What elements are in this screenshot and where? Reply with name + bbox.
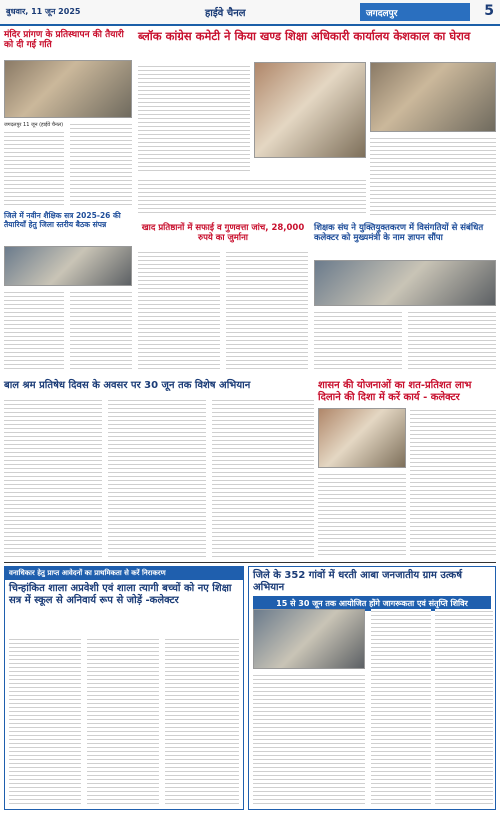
- article-janjatiya: [248, 566, 496, 810]
- headline-temple: मंदिर प्रांगण के प्रतिस्थापन की तैयारी को दी गई गति: [4, 30, 124, 51]
- article-temple: [4, 30, 132, 210]
- headline-balshram: बाल श्रम प्रतिषेध दिवस के अवसर पर 30 जून तक विशेष अभियान: [4, 380, 251, 391]
- photo-congress-2: [370, 62, 496, 132]
- kicker-vanadhikar: वनाधिकार हेतु प्राप्त आवेदनों का प्राथमिकता से करें निराकरण: [5, 567, 243, 580]
- body-shikshak-col2: [408, 310, 496, 372]
- headline-shasan: शासन की योजनाओं का शत-प्रतिशत लाभ दिलाने की दिशा में करें कार्य - कलेक्टर: [318, 380, 472, 403]
- headline-vanadhikar: चिन्हांकित शाला अप्रवेशी एवं शाला त्यागी बच्चों को नए शिक्षा सत्र में स्कूल से अनिवार्य रूप से जोड़ें -कलेक्टर: [9, 583, 232, 606]
- city-label: जगदलपुर: [360, 3, 470, 21]
- body-congress-bottom: [138, 178, 366, 216]
- body-vanadhikar-col3: [165, 637, 239, 807]
- issue-date: बुधवार, 11 जून 2025: [6, 7, 81, 16]
- article-balshram: [4, 380, 314, 560]
- body-balshram-col2: [108, 398, 206, 558]
- body-vanadhikar: [9, 637, 81, 807]
- page-number: 5: [484, 3, 494, 19]
- masthead: हाईवे चैनल: [205, 8, 246, 19]
- body-shasan-col2: [318, 472, 406, 558]
- section-divider: [4, 562, 496, 563]
- photo-shikshak: [314, 260, 496, 306]
- dateline-temple: जगदलपुर 11 जून (हाईवे चैनल): [4, 122, 64, 128]
- article-congress: [138, 30, 496, 220]
- headline-district: जिले में नवीन शैक्षिक सत्र 2025-26 की तैयारियाँ हेतु जिला स्तरीय बैठक संपन्न: [4, 211, 121, 229]
- body-khad-col2: [226, 250, 308, 372]
- body-janjatiya: [253, 673, 365, 807]
- article-district: [4, 212, 132, 372]
- photo-temple: [4, 60, 132, 118]
- body-balshram: [4, 398, 102, 558]
- body-khad: [138, 250, 220, 372]
- body-temple-col2: [70, 122, 132, 208]
- headline-shikshak: शिक्षक संघ ने युक्तियुक्तकरण में विसंगतियों से संबंधित कलेक्टर को मुख्यमंत्री के नाम ज्ञापन सौंपा: [314, 223, 484, 243]
- body-vanadhikar-col2: [87, 637, 159, 807]
- article-shasan: [318, 380, 496, 560]
- photo-district: [4, 246, 132, 286]
- photo-shasan: [318, 408, 406, 468]
- headline-janjatiya: जिले के 352 गांवों में धरती आबा जनजातीय ग्राम उत्कर्ष अभियान: [253, 570, 462, 593]
- body-shasan: [410, 408, 496, 558]
- body-janjatiya-col3: [435, 609, 493, 807]
- headline-khad: खाद प्रतिष्ठानों में सफाई व गुणवत्ता जांच, 28,000 रुपये का जुर्माना: [141, 223, 305, 243]
- photo-congress-1: [254, 62, 366, 158]
- photo-janjatiya: [253, 609, 365, 669]
- subhead-janjatiya: 15 से 30 जून तक आयोजित होंगे जागरूकता एवं संतृप्ति शिविर: [253, 596, 491, 611]
- headline-congress: ब्लॉक कांग्रेस कमेटी ने किया खण्ड शिक्षा अधिकारी कार्यालय केशकाल का घेराव: [138, 29, 471, 43]
- body-district-col2: [70, 290, 132, 372]
- page-header: [0, 0, 500, 26]
- body-district: [4, 290, 64, 372]
- article-vanadhikar: [4, 566, 244, 810]
- body-balshram-col3: [212, 398, 314, 558]
- article-shikshak: [314, 224, 496, 374]
- body-shikshak: [314, 310, 402, 372]
- body-congress-col3: [370, 136, 496, 216]
- body-congress: [138, 64, 250, 172]
- body-janjatiya-col2: [371, 609, 431, 807]
- body-temple: [4, 130, 64, 208]
- article-khad: [138, 224, 308, 374]
